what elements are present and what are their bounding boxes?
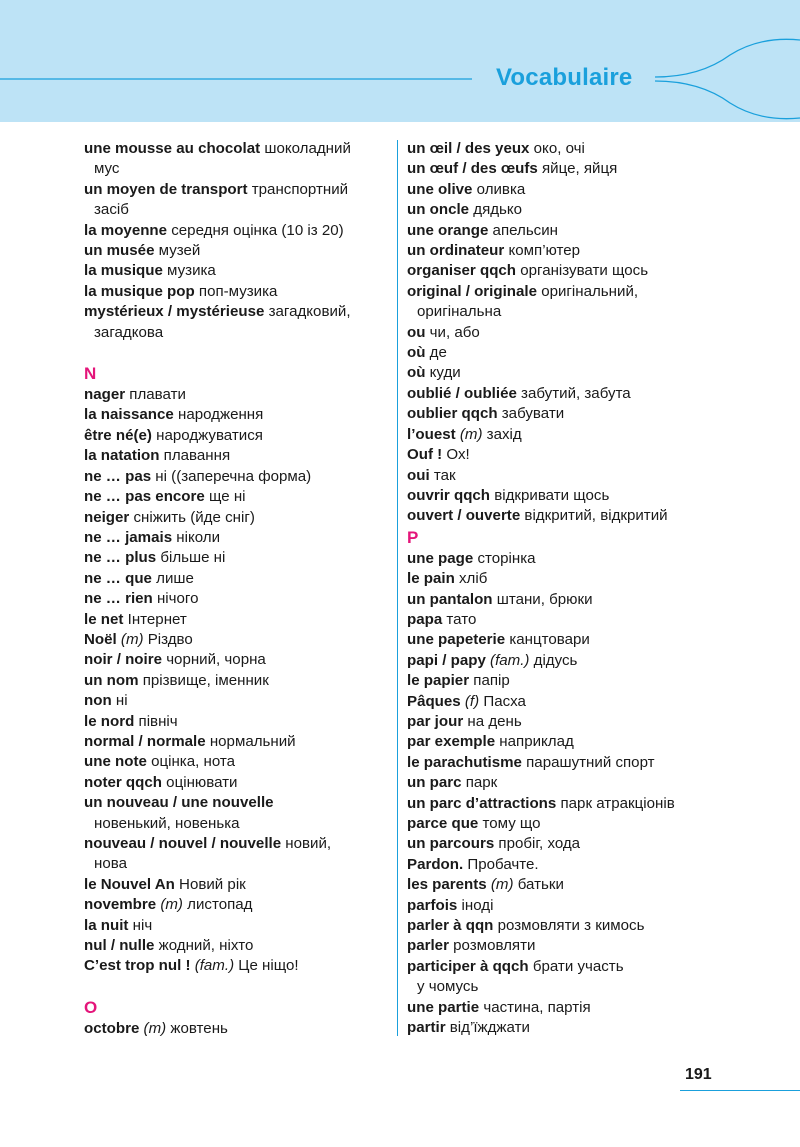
- entry-term: une partie: [407, 998, 480, 1016]
- vocab-entry: [407, 506, 737, 526]
- vocab-entry: [84, 752, 384, 772]
- entry-term: oublié / oubliée: [407, 384, 517, 402]
- entry-term: ouvert / ouverte: [407, 507, 521, 525]
- entry-term: la musique pop: [84, 282, 195, 300]
- section-gap: [84, 977, 384, 997]
- vocab-entry: [84, 528, 384, 548]
- entry-translation: сторінка: [473, 549, 536, 567]
- entry-translation: наприклад: [495, 733, 574, 751]
- page-number: 191: [685, 1066, 712, 1083]
- vocab-entry: [407, 159, 737, 179]
- entry-term: le pain: [407, 570, 455, 588]
- entry-term: une orange: [407, 221, 489, 239]
- vocab-entry: [407, 671, 737, 691]
- entry-term: la nuit: [84, 916, 129, 934]
- entry-translation: плавання: [159, 447, 231, 465]
- vocab-entry: [407, 957, 737, 977]
- entry-grammar-note: (m): [156, 896, 183, 914]
- entry-term: partir: [407, 1019, 446, 1037]
- entry-term: par jour: [407, 712, 464, 730]
- entry-term: une note: [84, 753, 147, 771]
- vocab-entry: [407, 261, 737, 281]
- entry-translation: відкритий, відкритий: [520, 507, 668, 525]
- entry-term: un ordinateur: [407, 242, 505, 260]
- entry-term: un parc d’attractions: [407, 794, 557, 812]
- vocab-entry: [407, 651, 737, 671]
- entry-term: parce que: [407, 815, 479, 832]
- vocab-entry: [407, 343, 737, 363]
- entry-translation: ще ні: [204, 488, 246, 506]
- entry-translation: більше ні: [156, 549, 226, 567]
- vocab-entry: [84, 405, 384, 425]
- vocab-entry: [84, 282, 384, 302]
- vocab-entry: [407, 282, 737, 302]
- entry-translation: де: [425, 344, 447, 362]
- entry-term: noir / noire: [84, 651, 162, 669]
- entry-translation: ніч: [128, 916, 153, 934]
- entry-translation: відкривати щось: [490, 486, 610, 504]
- entry-translation: загадковий,: [264, 303, 351, 321]
- entry-translation: оливка: [472, 180, 526, 198]
- entry-translation: організувати щось: [516, 262, 649, 280]
- vocab-entry: [407, 241, 737, 261]
- entry-translation: прізвище, іменник: [138, 671, 269, 689]
- entry-term: normal / normale: [84, 732, 206, 750]
- vocab-entry: [407, 1018, 737, 1038]
- entry-term: une mousse au chocolat: [84, 140, 261, 157]
- vocab-entry: [407, 425, 737, 445]
- entry-term: ne … plus: [84, 549, 157, 567]
- vocab-entry: [84, 261, 384, 281]
- header-decoration: [0, 0, 800, 122]
- section-title: Vocabulaire: [496, 64, 633, 91]
- entry-term: participer à qqch: [407, 957, 529, 975]
- entry-term: ne … jamais: [84, 528, 173, 546]
- entry-term: un nom: [84, 671, 139, 689]
- entry-term: novembre: [84, 896, 157, 914]
- vocab-entry: [407, 221, 737, 241]
- entry-term: les parents: [407, 876, 487, 894]
- vocab-entry: [407, 732, 737, 752]
- vocab-entry: [84, 671, 384, 691]
- vocab-entry: [84, 630, 384, 650]
- vocab-entry: [407, 200, 737, 220]
- entry-term: Pâques: [407, 692, 461, 710]
- entry-term: un oncle: [407, 201, 470, 219]
- entry-term: ne … pas: [84, 467, 152, 485]
- entry-translation: апельсин: [488, 221, 558, 239]
- left-column: [84, 139, 384, 1039]
- vocab-entry: [407, 855, 737, 875]
- entry-translation: лише: [151, 569, 194, 587]
- vocab-entry: [407, 692, 737, 712]
- vocab-entry: [407, 875, 737, 895]
- vocab-entry: [84, 610, 384, 630]
- entry-translation: парашутний спорт: [521, 753, 655, 771]
- letter-heading: N: [84, 364, 97, 384]
- entry-term: la naissance: [84, 406, 174, 424]
- vocab-entry: [84, 773, 384, 793]
- entry-term: papi / papy: [407, 651, 486, 669]
- entry-term: ne … que: [84, 569, 152, 587]
- entry-term: le Nouvel An: [84, 875, 175, 893]
- entry-term: Ouf !: [407, 446, 443, 464]
- entry-continuation: оригінальна: [417, 303, 502, 321]
- entry-translation: парк: [461, 774, 498, 792]
- entry-translation: ні ((заперечна форма): [151, 467, 312, 485]
- entry-term: octobre: [84, 1019, 140, 1037]
- entry-term: le parachutisme: [407, 753, 522, 771]
- entry-continuation: засіб: [94, 201, 129, 219]
- vocab-entry: [407, 794, 737, 814]
- vocab-entry: [407, 630, 737, 650]
- vocab-entry: [407, 936, 737, 956]
- entry-term: ou: [407, 323, 426, 341]
- right-column: [407, 139, 737, 1038]
- vocab-entry: [407, 323, 737, 343]
- entry-translation: листопад: [182, 896, 253, 914]
- entry-term: parfois: [407, 896, 458, 914]
- entry-translation: канцтовари: [505, 631, 590, 649]
- vocab-entry: [84, 712, 384, 732]
- vocab-entry: [407, 363, 737, 383]
- entry-translation: хліб: [454, 570, 488, 588]
- entry-translation: транспортний: [247, 180, 349, 198]
- entry-translation: музика: [162, 262, 216, 280]
- entry-term: la natation: [84, 447, 160, 465]
- entry-translation: народження: [173, 406, 264, 424]
- entry-grammar-note: (m): [139, 1019, 167, 1037]
- vocab-entry: [407, 712, 737, 732]
- entry-grammar-note: (fam.): [190, 957, 235, 975]
- entry-translation: розмовляти: [448, 937, 536, 955]
- entry-translation: штани, брюки: [492, 590, 593, 608]
- section-gap: [84, 343, 384, 363]
- entry-term: l’ouest: [407, 425, 456, 443]
- entry-term: C’est trop nul !: [84, 957, 191, 975]
- entry-translation: розмовляти з кимось: [493, 917, 645, 935]
- entry-term: un parc: [407, 774, 462, 792]
- vocab-entry: [84, 589, 384, 609]
- vocab-entry: [407, 814, 737, 834]
- entry-term: le nord: [84, 712, 135, 730]
- entry-translation: частина, партія: [479, 998, 591, 1016]
- vocab-entry: [84, 548, 384, 568]
- vocab-entry: [84, 302, 384, 322]
- entry-term: où: [407, 344, 426, 362]
- entry-term: nager: [84, 386, 126, 404]
- entry-continuation: мус: [94, 160, 120, 178]
- vocab-entry: [407, 404, 737, 424]
- vocab-entry: [84, 487, 384, 507]
- entry-translation: нічого: [152, 590, 199, 608]
- vocab-entry: [84, 732, 384, 752]
- vocab-entry: [84, 508, 384, 528]
- entry-translation: народжуватися: [151, 426, 263, 444]
- entry-continuation: у чомусь: [417, 978, 479, 996]
- entry-translation: папір: [469, 672, 510, 690]
- entry-term: oui: [407, 466, 430, 484]
- entry-translation: сніжить (йде сніг): [129, 508, 255, 526]
- entry-translation: оцінювати: [161, 773, 238, 791]
- entry-grammar-note: (m): [455, 425, 483, 443]
- vocab-entry: [407, 916, 737, 936]
- entry-translation: середня оцінка (10 із 20): [167, 221, 344, 239]
- entry-term: un parcours: [407, 835, 495, 853]
- vocab-entry: [407, 180, 737, 200]
- vocab-entry: [84, 936, 384, 956]
- entry-translation: Пробачте.: [463, 855, 539, 873]
- entry-translation: музей: [154, 242, 201, 260]
- entry-translation: парк атракціонів: [556, 794, 675, 812]
- vocab-entry: [84, 916, 384, 936]
- entry-term: la musique: [84, 262, 163, 280]
- entry-translation: Новий рік: [174, 875, 246, 893]
- vocab-entry: [407, 610, 737, 630]
- entry-translation: чи, або: [425, 323, 480, 341]
- entry-translation: так: [429, 466, 456, 484]
- vocab-entry: [84, 1019, 384, 1039]
- entry-translation: поп-музика: [194, 282, 278, 300]
- vocab-entry: [407, 486, 737, 506]
- entry-term: un musée: [84, 242, 155, 260]
- vocab-entry: [407, 466, 737, 486]
- entry-translation: дідусь: [529, 651, 578, 669]
- vocab-entry: [407, 753, 737, 773]
- vocab-entry: [407, 445, 737, 465]
- entry-continuation: нова: [94, 855, 127, 873]
- vocab-entry: [84, 467, 384, 487]
- entry-term: papa: [407, 610, 443, 628]
- entry-term: mystérieux / mystérieuse: [84, 303, 265, 321]
- entry-term: parler à qqn: [407, 917, 494, 935]
- entry-term: ouvrir qqch: [407, 486, 491, 504]
- letter-heading: O: [84, 997, 98, 1017]
- column-divider: [397, 140, 398, 1036]
- entry-translation: комп’ютер: [504, 242, 581, 260]
- entry-term: parler: [407, 937, 449, 955]
- vocab-entry: [84, 180, 384, 200]
- entry-translation: Це ніщо!: [234, 957, 299, 975]
- entry-translation: новий,: [281, 835, 332, 852]
- vocab-entry: [84, 793, 384, 813]
- vocab-entry: [84, 139, 384, 159]
- entry-term: où: [407, 364, 426, 382]
- entry-grammar-note: (m): [116, 630, 144, 648]
- vocab-entry: [407, 139, 737, 159]
- entry-translation: жодний, ніхто: [154, 937, 254, 955]
- entry-translation: ніколи: [172, 528, 221, 546]
- vocab-entry: [407, 896, 737, 916]
- entry-translation: брати участь: [528, 957, 624, 975]
- entry-translation: забувати: [497, 405, 565, 423]
- entry-translation: тому що: [478, 815, 541, 832]
- vocab-entry: [407, 549, 737, 569]
- entry-term: neiger: [84, 508, 130, 526]
- entry-term: une papeterie: [407, 631, 506, 649]
- entry-term: une olive: [407, 180, 473, 198]
- vocab-entry: [84, 569, 384, 589]
- entry-term: le papier: [407, 672, 470, 690]
- entry-term: un nouveau / une nouvelle: [84, 794, 274, 812]
- entry-translation: від’їжджати: [445, 1019, 530, 1037]
- vocab-entry: [84, 691, 384, 711]
- entry-term: une page: [407, 549, 474, 567]
- entry-translation: на день: [463, 712, 522, 730]
- entry-translation: оцінка, нота: [146, 753, 236, 771]
- entry-term: Noël: [84, 630, 117, 648]
- entry-translation: плавати: [125, 386, 186, 404]
- entry-translation: дядько: [469, 201, 523, 219]
- entry-translation: пробіг, хода: [494, 835, 581, 853]
- entry-term: noter qqch: [84, 773, 162, 791]
- entry-term: oublier qqch: [407, 405, 498, 423]
- vocab-entry: [84, 956, 384, 976]
- entry-term: organiser qqch: [407, 262, 517, 280]
- vocab-entry: [84, 895, 384, 915]
- entry-translation: око, очі: [529, 140, 585, 157]
- entry-translation: іноді: [457, 896, 494, 914]
- vocab-entry: [84, 385, 384, 405]
- entry-term: un moyen de transport: [84, 180, 248, 198]
- entry-translation: яйце, яйця: [537, 160, 618, 178]
- vocab-entry: [84, 834, 384, 854]
- entry-term: un œuf / des œufs: [407, 160, 538, 178]
- vocab-entry: [407, 998, 737, 1018]
- entry-translation: тато: [442, 610, 477, 628]
- entry-term: ne … rien: [84, 590, 153, 608]
- entry-term: nouveau / nouvel / nouvelle: [84, 835, 282, 852]
- entry-translation: батьки: [513, 876, 564, 894]
- entry-translation: ні: [111, 692, 128, 710]
- entry-translation: Ох!: [442, 446, 470, 464]
- vocab-entry: [84, 426, 384, 446]
- entry-term: original / originale: [407, 282, 537, 300]
- page-number-rule: [680, 1090, 800, 1091]
- entry-term: ne … pas encore: [84, 488, 205, 506]
- entry-grammar-note: (m): [486, 876, 514, 894]
- entry-translation: Пасха: [479, 692, 526, 710]
- entry-term: par exemple: [407, 733, 496, 751]
- entry-continuation: загадкова: [94, 323, 164, 341]
- entry-term: un œil / des yeux: [407, 140, 530, 157]
- entry-translation: захід: [482, 425, 522, 443]
- vocab-entry: [407, 773, 737, 793]
- vocab-entry: [84, 875, 384, 895]
- header-banner: [0, 0, 800, 122]
- entry-translation: нормальний: [205, 732, 296, 750]
- entry-term: le net: [84, 610, 124, 628]
- vocab-entry: [84, 446, 384, 466]
- vocab-entry: [84, 650, 384, 670]
- entry-translation: шоколадний: [260, 140, 351, 157]
- entry-grammar-note: (fam.): [485, 651, 530, 669]
- entry-term: non: [84, 692, 112, 710]
- entry-translation: Інтернет: [123, 610, 187, 628]
- entry-translation: Різдво: [143, 630, 193, 648]
- entry-translation: чорний, чорна: [162, 651, 266, 669]
- vocab-entry: [407, 384, 737, 404]
- vocab-entry: [84, 221, 384, 241]
- vocab-entry: [407, 569, 737, 589]
- entry-term: être né(e): [84, 426, 152, 444]
- entry-term: nul / nulle: [84, 937, 155, 955]
- entry-translation: північ: [134, 712, 178, 730]
- entry-translation: забутий, забута: [516, 384, 631, 402]
- vocab-entry: [407, 590, 737, 610]
- vocab-entry: [84, 241, 384, 261]
- entry-term: la moyenne: [84, 221, 168, 239]
- entry-term: Pardon.: [407, 855, 464, 873]
- entry-translation: куди: [425, 364, 461, 382]
- entry-term: un pantalon: [407, 590, 493, 608]
- entry-translation: оригінальний,: [537, 282, 639, 300]
- letter-heading: P: [407, 527, 419, 547]
- entry-grammar-note: (f): [460, 692, 480, 710]
- entry-continuation: новенький, новенька: [94, 814, 240, 832]
- vocab-entry: [407, 834, 737, 854]
- entry-translation: жовтень: [166, 1019, 228, 1037]
